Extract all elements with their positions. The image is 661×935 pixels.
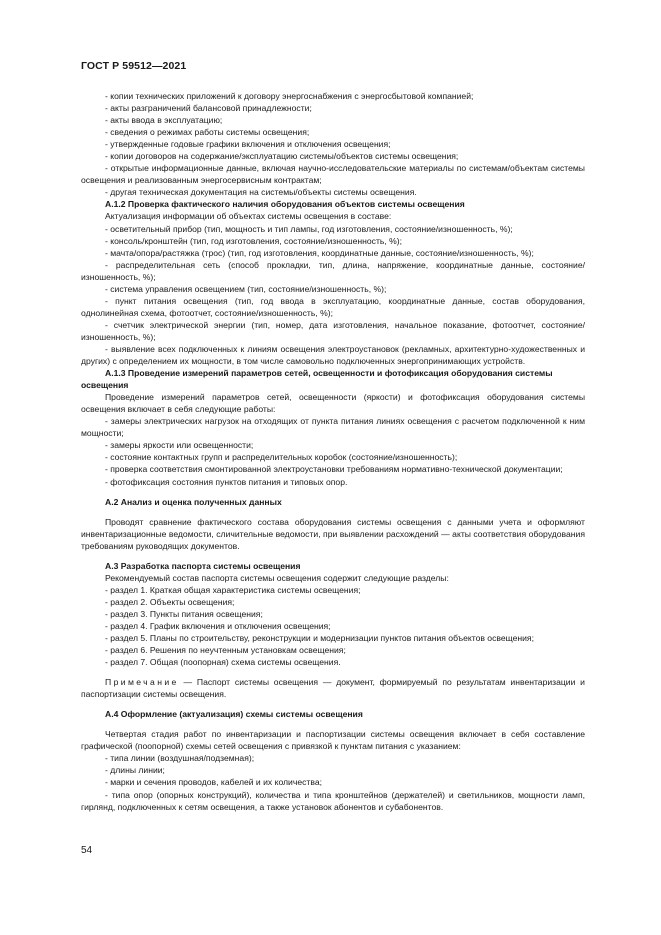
list-item: - раздел 3. Пункты питания освещения; [105,608,263,619]
list-item: - раздел 7. Общая (поопорная) схема системы освещения. [105,657,341,668]
documents-list [81,90,585,198]
list-item: - консоль/кронштейн (тип, год изготовления, состояние/изношенность, %); [105,235,403,246]
page-content [81,90,585,813]
list-item: - раздел 4. График включения и отключения освещения; [105,620,331,631]
list-item: - типа линии (воздушная/подземная); [105,753,255,764]
note-text: — Паспорт системы освещения — документ, формируемый по результатам инвентаризации и паспортизации системы освещения. [81,677,585,700]
section-a4 [81,728,585,812]
section-heading-a2: А.2 Анализ и оценка полученных данных [105,496,282,507]
list-item: - акты ввода в эксплуатацию; [105,115,223,126]
paragraph: Четвертая стадия работ по инвентаризации и паспортизации системы освещения включает в себя составление графической (поопорной) схемы сетей освещения с привязкой к пунктам питания с указанием: [81,729,585,752]
list-item: - открытые информационные данные, включая научно-исследовательские материалы по системам/объектам системы освещения и реализованным энергосервисным контрактам; [81,163,585,186]
list-item: - проверка соответствия смонтированной электроустановки требованиям нормативно-технической документации; [105,464,563,475]
section-a12 [81,210,585,367]
list-item: - распределительная сеть (способ прокладки, тип, длина, напряжение, координатные данные, состояние/изношенность, %); [81,259,585,282]
list-item: - копии технических приложений к договору энергоснабжения с энергосбытовой компанией; [105,91,474,101]
list-item: - замеры яркости или освещенности; [105,440,254,451]
list-item: - раздел 5. Планы по строительству, реконструкции и модернизации пунктов питания объектов освещения; [105,633,534,644]
page-number: 54 [81,845,93,856]
list-item: - длины линии; [105,765,165,776]
note-label: Примечание [105,677,179,688]
list-item: - утвержденные годовые графики включения и отключения освещения; [105,139,391,150]
section-a13 [81,391,585,487]
section-a3 [81,572,585,668]
list-item: - осветительный прибор (тип, мощность и тип лампы, год изготовления, состояние/изношенность, %); [105,223,513,234]
list-item: - фотофиксация состояния пунктов питания и типовых опор. [105,476,348,487]
document-code: ГОСТ Р 59512—2021 [81,60,187,72]
section-a2-paragraph: Проводят сравнение фактического состава оборудования системы освещения с данными учета и оформляют инвентаризационные ведомости, сличительные ведомости, при выявлении расхождений — акты соответствия оборудования требованиям руководящих документов. [81,516,585,551]
list-item: - акты разграничений балансовой принадлежности; [105,103,312,114]
paragraph: Проведение измерений параметров сетей, освещенности (яркости) и фотофиксация оборудования системы освещения включает в себя следующие работы: [81,392,585,415]
list-item: - типа опор (опорных конструкций), количества и типа кронштейнов (держателей) и светильников, мощности ламп, гирлянд, подключенных к сетям освещения, а также установок абонентов и субабонентов. [81,789,585,812]
note [81,676,585,700]
list-item: - мачта/опора/растяжка (трос) (тип, год изготовления, координатные данные, состояние/изношенность, %); [105,247,534,258]
list-item: - система управления освещением (тип, состояние/изношенность, %); [105,283,387,294]
list-item: - пункт питания освещения (тип, год ввода в эксплуатацию, координатные данные, состав оборудования, однолинейная схема, фотоотчет, состояние/изношенность, %); [81,295,585,318]
list-item: - замеры электрических нагрузок на отходящих от пункта питания линиях освещения с расчетом подключенной к ним мощности; [81,416,585,439]
paragraph: Рекомендуемый состав паспорта системы освещения содержит следующие разделы: [105,572,449,583]
section-heading-a13: А.1.3 Проведение измерений параметров сетей, освещенности и фотофиксация оборудования системы освещения [81,368,553,391]
list-item: - копии договоров на содержание/эксплуатацию системы/объектов системы освещения; [105,151,459,162]
section-heading-a3: А.3 Разработка паспорта системы освещения [105,560,301,571]
list-item: - сведения о режимах работы системы освещения; [105,127,310,138]
list-item: - раздел 6. Решения по неучтенным установкам освещения; [105,645,346,656]
section-heading-a4: А.4 Оформление (актуализация) схемы системы освещения [105,709,363,720]
list-item: - другая техническая документация на системы/объекты системы освещения. [105,187,417,198]
list-item: - марки и сечения проводов, кабелей и их количества; [105,777,322,788]
list-item: - счетчик электрической энергии (тип, номер, дата изготовления, начальное показание, фотоотчет, состояние/изношенность, %); [81,319,585,342]
list-item: - выявление всех подключенных к линиям освещения электроустановок (рекламных, архитектурно-художественных и других) с определением их мощности, в том числе самовольно подключенных энергопринимающих устройств. [81,343,585,367]
list-item: - раздел 1. Краткая общая характеристика системы освещения; [105,584,361,595]
list-item: - состояние контактных групп и распределительных коробок (состояние/изношенность); [105,452,458,463]
section-heading-a12: А.1.2 Проверка фактического наличия оборудования объектов системы освещения [105,199,465,210]
paragraph: Актуализация информации об объектах системы освещения в составе: [105,211,392,222]
list-item: - раздел 2. Объекты освещения; [105,596,235,607]
